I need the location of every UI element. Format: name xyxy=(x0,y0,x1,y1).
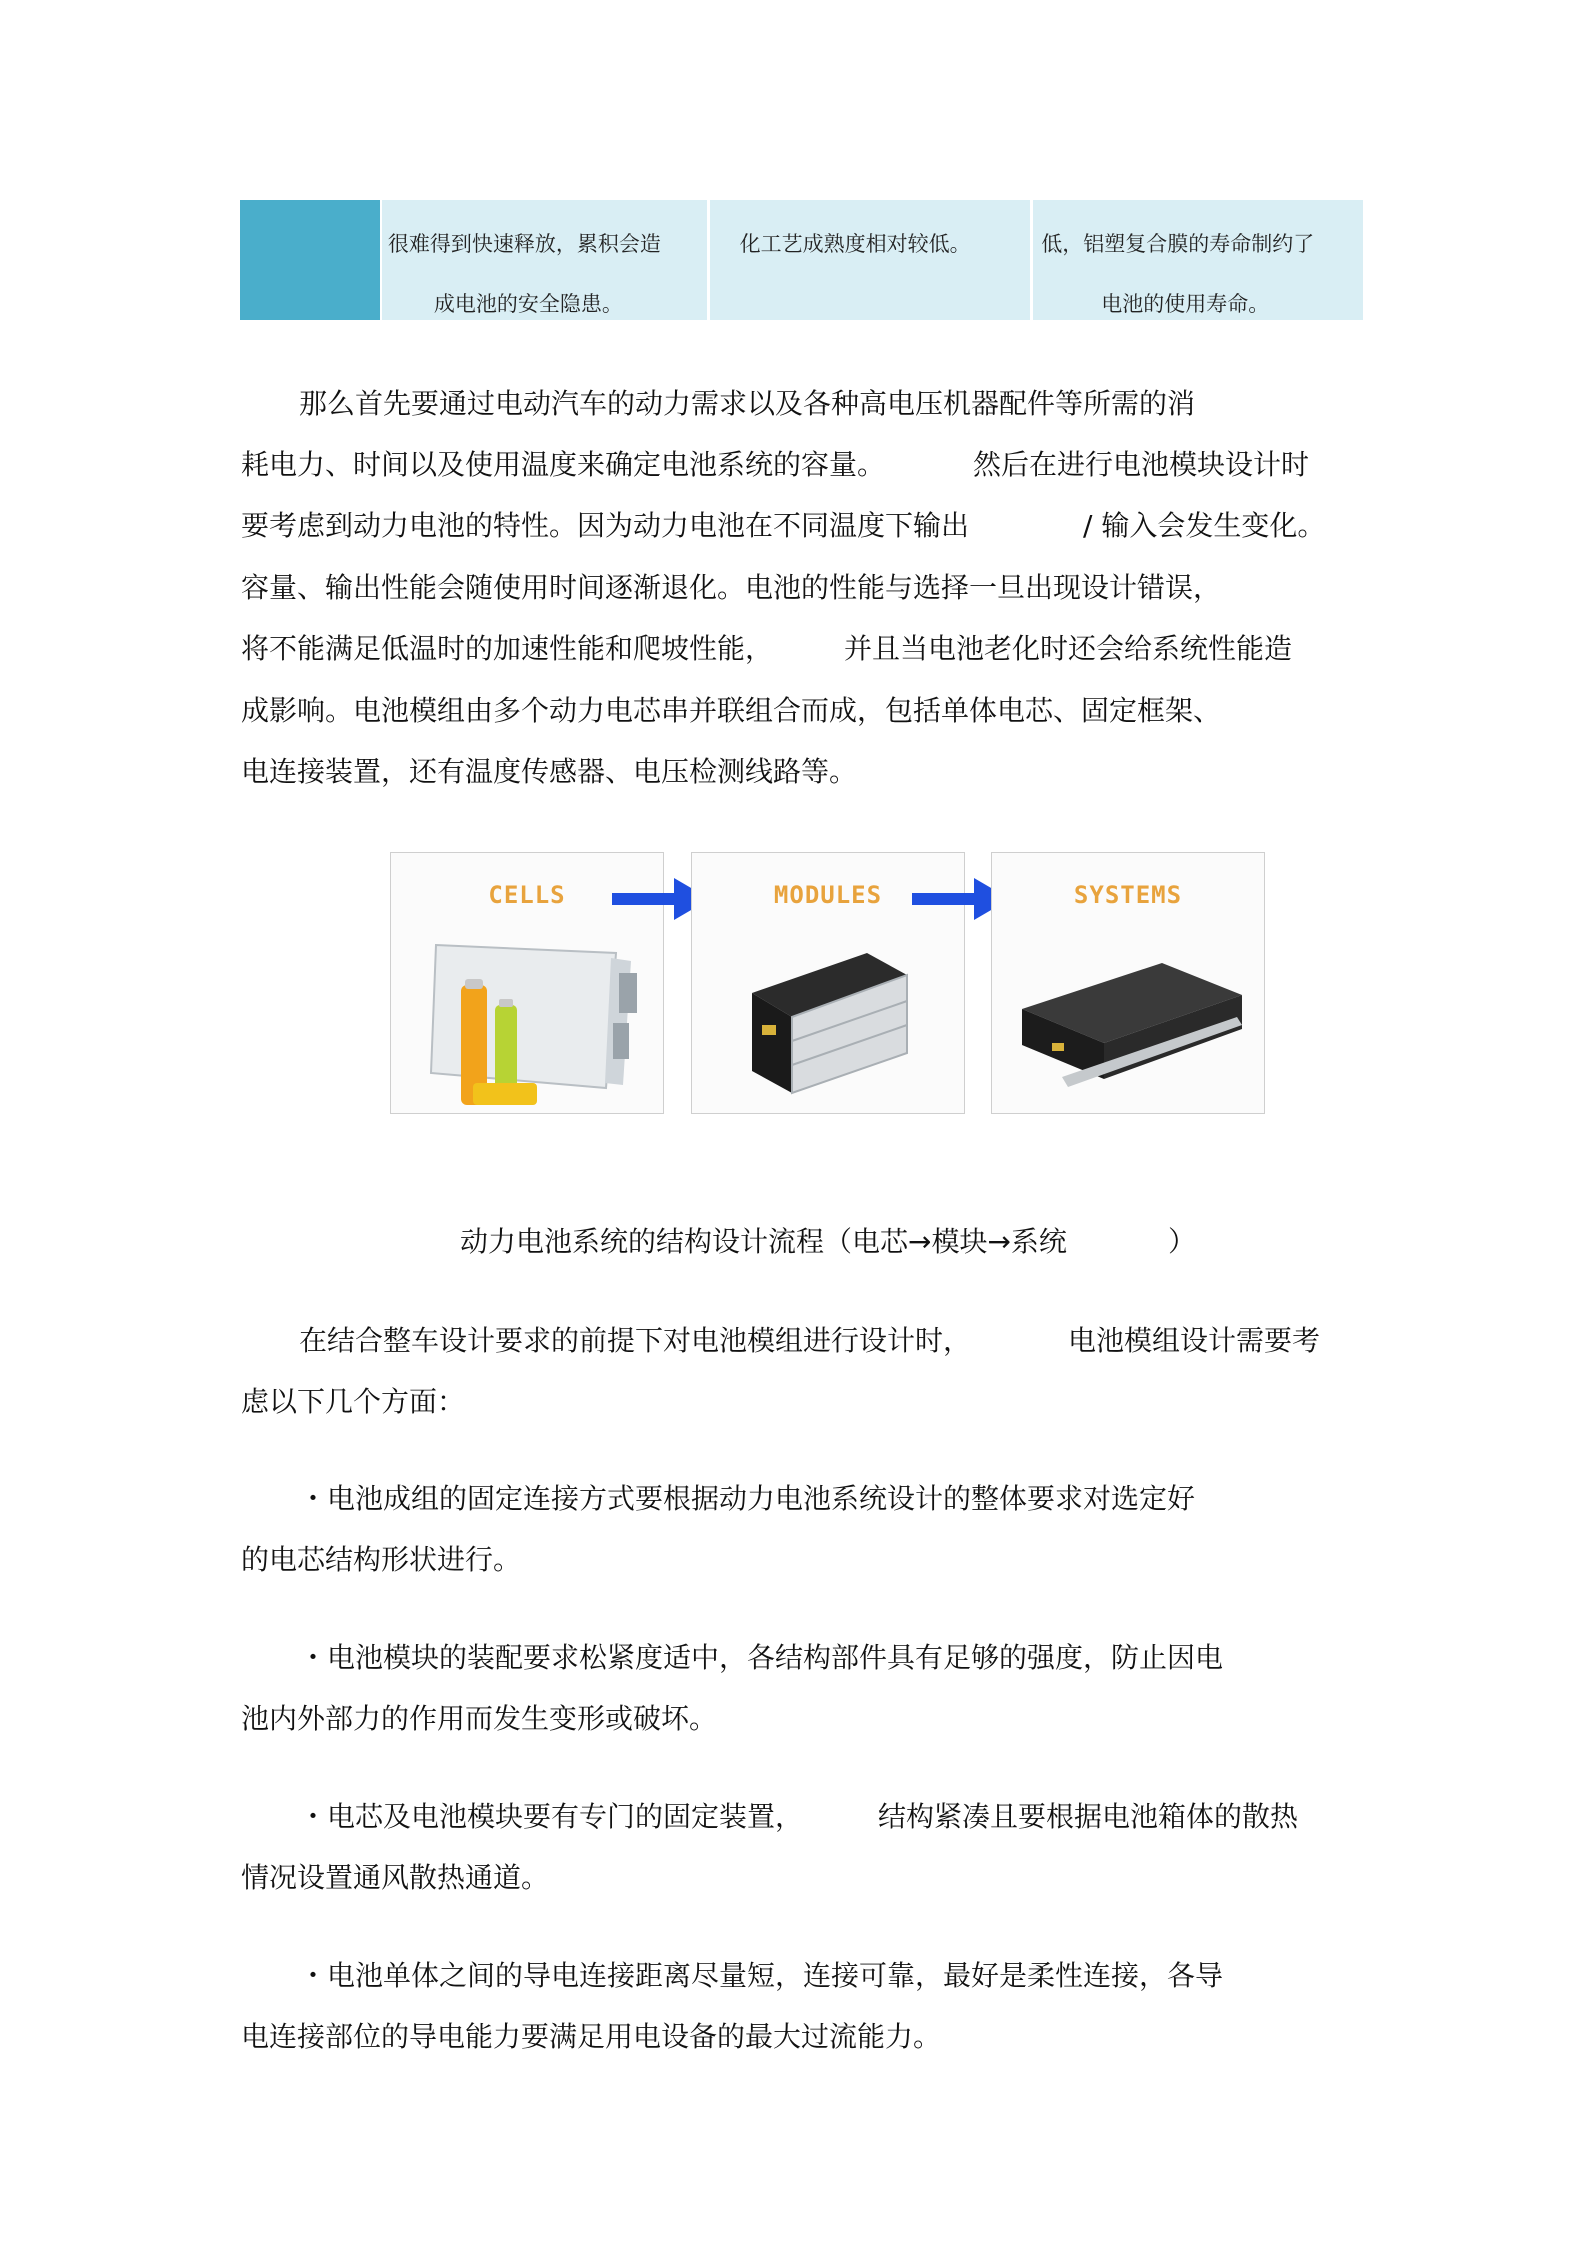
list-item: 电连接部位的导电能力要满足用电设备的最大过流能力。 xyxy=(241,2020,942,2053)
text-line: 在结合整车设计要求的前提下对电池模组进行设计时， xyxy=(299,1324,972,1357)
table-cell xyxy=(710,200,1031,320)
text-line: / 输入会发生变化。 xyxy=(1083,509,1326,542)
table-header-cell xyxy=(240,200,380,320)
table-cell-text: 很难得到快速释放，累积会造 xyxy=(387,232,661,256)
systems-panel xyxy=(991,852,1265,1114)
list-item: 结构紧凑且要根据电池箱体的散热 xyxy=(878,1800,1299,1833)
figure-caption: 动力电池系统的结构设计流程（电芯→模块→系统 xyxy=(460,1225,1067,1258)
table-cell xyxy=(382,200,707,320)
text-line: 然后在进行电池模块设计时 xyxy=(973,448,1310,481)
battery-flow-figure xyxy=(390,852,1270,1114)
text-line: 并且当电池老化时还会给系统性能造 xyxy=(844,632,1293,665)
text-line: 虑以下几个方面： xyxy=(241,1385,466,1418)
list-item: 情况设置通风散热通道。 xyxy=(241,1861,550,1894)
cells-label: CELLS xyxy=(488,881,566,909)
list-item: 的电芯结构形状进行。 xyxy=(241,1543,522,1576)
list-item: ・电芯及电池模块要有专门的固定装置， xyxy=(299,1800,804,1833)
list-item: ・电池成组的固定连接方式要根据动力电池系统设计的整体要求对选定好 xyxy=(299,1482,1196,1515)
text-line: 成影响。电池模组由多个动力电芯串并联组合而成，包括单体电芯、固定框架、 xyxy=(241,694,1222,727)
table-cell-text: 化工艺成熟度相对较低。 xyxy=(739,232,971,256)
text-line: 将不能满足低温时的加速性能和爬坡性能， xyxy=(241,632,774,665)
list-item: 池内外部力的作用而发生变形或破坏。 xyxy=(241,1702,718,1735)
table-cell xyxy=(1033,200,1363,320)
list-item: ・电池单体之间的导电连接距离尽量短，连接可靠，最好是柔性连接，各导 xyxy=(299,1959,1224,1992)
text-line: 容量、输出性能会随使用时间逐渐退化。电池的性能与选择一旦出现设计错误， xyxy=(241,571,1222,604)
systems-image xyxy=(992,913,1264,1113)
text-line: 要考虑到动力电池的特性。因为动力电池在不同温度下输出 xyxy=(241,509,970,542)
list-item: ・电池模块的装配要求松紧度适中，各结构部件具有足够的强度，防止因电 xyxy=(299,1641,1224,1674)
table-cell-text: 电池的使用寿命。 xyxy=(1101,292,1270,316)
text-line: 电池模组设计需要考 xyxy=(1068,1324,1321,1357)
systems-label: SYSTEMS xyxy=(1073,881,1183,909)
table-cell-text: 成电池的安全隐患。 xyxy=(433,292,623,316)
text-line: 耗电力、时间以及使用温度来确定电池系统的容量。 xyxy=(241,448,886,481)
table-row xyxy=(240,200,1363,320)
cells-image xyxy=(391,913,663,1113)
figure-caption-end: ） xyxy=(1168,1225,1197,1258)
modules-label: MODULES xyxy=(773,881,883,909)
table-cell-text: 低，铝塑复合膜的寿命制约了 xyxy=(1041,232,1315,256)
modules-image xyxy=(692,913,964,1113)
text-line: 那么首先要通过电动汽车的动力需求以及各种高电压机器配件等所需的消 xyxy=(299,387,1196,420)
text-line: 电连接装置，还有温度传感器、电压检测线路等。 xyxy=(241,755,858,788)
